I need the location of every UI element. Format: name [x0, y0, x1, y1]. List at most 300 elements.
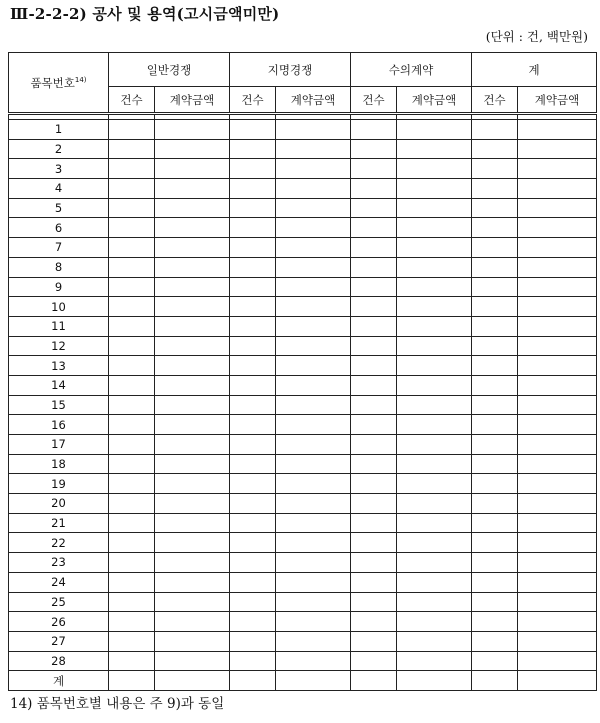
table-row	[9, 533, 597, 553]
count-cell	[230, 671, 276, 691]
count-cell	[109, 572, 155, 592]
count-cell	[472, 513, 518, 533]
table-row	[9, 316, 597, 336]
count-cell	[472, 454, 518, 474]
count-cell	[109, 297, 155, 317]
count-cell	[351, 257, 397, 277]
count-cell	[472, 671, 518, 691]
amount-cell	[397, 198, 472, 218]
table-row	[9, 592, 597, 612]
count-cell	[351, 435, 397, 455]
amount-cell	[276, 198, 351, 218]
amount-cell	[518, 257, 597, 277]
count-cell	[109, 494, 155, 514]
table-row	[9, 238, 597, 258]
count-cell	[109, 671, 155, 691]
table-row	[9, 612, 597, 632]
amount-cell	[397, 533, 472, 553]
amount-cell	[155, 179, 230, 199]
item-number-cell: 15	[9, 395, 109, 415]
count-cell	[472, 159, 518, 179]
count-cell	[472, 257, 518, 277]
count-cell	[109, 218, 155, 238]
count-cell	[472, 395, 518, 415]
table-row	[9, 198, 597, 218]
table-row	[9, 671, 597, 691]
group-header: 일반경쟁	[109, 53, 230, 87]
count-cell	[230, 218, 276, 238]
amount-cell	[518, 316, 597, 336]
count-cell	[472, 139, 518, 159]
count-cell	[351, 375, 397, 395]
count-cell	[472, 316, 518, 336]
count-cell	[230, 277, 276, 297]
amount-cell	[155, 572, 230, 592]
amount-cell	[397, 297, 472, 317]
table-row	[9, 257, 597, 277]
amount-cell	[155, 336, 230, 356]
item-number-cell: 25	[9, 592, 109, 612]
amount-cell	[397, 572, 472, 592]
amount-cell	[397, 120, 472, 140]
table-row	[9, 159, 597, 179]
amount-cell	[518, 494, 597, 514]
count-cell	[230, 336, 276, 356]
count-cell	[109, 336, 155, 356]
amount-cell	[276, 454, 351, 474]
item-number-header	[9, 53, 109, 114]
amount-cell	[397, 454, 472, 474]
table-body	[9, 120, 597, 691]
item-number-cell: 19	[9, 474, 109, 494]
footnote-ref: 14)	[74, 75, 87, 84]
count-cell	[472, 415, 518, 435]
count-cell	[230, 139, 276, 159]
amount-cell	[155, 356, 230, 376]
amount-cell	[397, 218, 472, 238]
count-cell	[109, 553, 155, 573]
table-row	[9, 120, 597, 140]
item-number-cell: 21	[9, 513, 109, 533]
amount-cell	[276, 395, 351, 415]
count-header: 건수	[109, 87, 155, 114]
count-cell	[230, 159, 276, 179]
amount-cell	[276, 631, 351, 651]
amount-cell	[155, 474, 230, 494]
count-cell	[351, 553, 397, 573]
table-row	[9, 513, 597, 533]
amount-cell	[397, 336, 472, 356]
count-cell	[472, 533, 518, 553]
count-cell	[109, 179, 155, 199]
amount-cell	[155, 513, 230, 533]
count-cell	[230, 297, 276, 317]
amount-cell	[397, 356, 472, 376]
count-cell	[472, 553, 518, 573]
amount-cell	[518, 474, 597, 494]
table-row	[9, 651, 597, 671]
count-cell	[109, 395, 155, 415]
amount-cell	[155, 533, 230, 553]
amount-cell	[518, 336, 597, 356]
item-number-cell: 24	[9, 572, 109, 592]
count-cell	[230, 494, 276, 514]
count-cell	[472, 179, 518, 199]
count-cell	[472, 375, 518, 395]
item-number-cell: 13	[9, 356, 109, 376]
table-row	[9, 297, 597, 317]
item-number-cell: 28	[9, 651, 109, 671]
amount-cell	[155, 218, 230, 238]
amount-cell	[155, 631, 230, 651]
count-cell	[109, 631, 155, 651]
amount-cell	[276, 474, 351, 494]
table-row	[9, 553, 597, 573]
group-header: 지명경쟁	[230, 53, 351, 87]
table-row	[9, 179, 597, 199]
contract-table	[8, 52, 597, 691]
count-cell	[472, 238, 518, 258]
count-header: 건수	[351, 87, 397, 114]
table-row	[9, 415, 597, 435]
count-cell	[230, 513, 276, 533]
count-cell	[230, 592, 276, 612]
amount-cell	[276, 375, 351, 395]
count-cell	[351, 671, 397, 691]
count-cell	[351, 238, 397, 258]
amount-cell	[397, 277, 472, 297]
amount-cell	[276, 218, 351, 238]
item-number-cell: 16	[9, 415, 109, 435]
amount-cell	[276, 120, 351, 140]
count-cell	[109, 375, 155, 395]
item-number-cell: 14	[9, 375, 109, 395]
amount-cell	[518, 159, 597, 179]
item-number-cell: 계	[9, 671, 109, 691]
count-header: 건수	[230, 87, 276, 114]
count-cell	[351, 592, 397, 612]
count-cell	[472, 218, 518, 238]
item-number-cell: 5	[9, 198, 109, 218]
table-row	[9, 356, 597, 376]
count-cell	[109, 238, 155, 258]
table-row	[9, 474, 597, 494]
amount-cell	[518, 297, 597, 317]
amount-cell	[518, 454, 597, 474]
item-number-cell: 23	[9, 553, 109, 573]
amount-cell	[155, 198, 230, 218]
amount-cell	[518, 356, 597, 376]
count-cell	[230, 435, 276, 455]
amount-cell	[397, 415, 472, 435]
item-number-cell: 12	[9, 336, 109, 356]
section-title: Ⅲ-2-2-2) 공사 및 용역(고시금액미만)	[10, 5, 280, 23]
count-cell	[351, 356, 397, 376]
amount-cell	[397, 435, 472, 455]
amount-cell	[397, 612, 472, 632]
count-cell	[230, 316, 276, 336]
count-cell	[109, 651, 155, 671]
amount-cell	[276, 415, 351, 435]
amount-cell	[397, 513, 472, 533]
amount-cell	[518, 120, 597, 140]
count-cell	[230, 257, 276, 277]
amount-cell	[518, 238, 597, 258]
amount-cell	[276, 612, 351, 632]
amount-cell	[518, 435, 597, 455]
amount-cell	[276, 179, 351, 199]
count-cell	[351, 631, 397, 651]
amount-cell	[155, 257, 230, 277]
amount-cell	[276, 513, 351, 533]
count-cell	[109, 257, 155, 277]
count-cell	[472, 198, 518, 218]
count-cell	[351, 474, 397, 494]
amount-cell	[397, 474, 472, 494]
amount-cell	[155, 612, 230, 632]
count-cell	[351, 454, 397, 474]
count-cell	[472, 494, 518, 514]
amount-cell	[276, 139, 351, 159]
item-number-cell: 7	[9, 238, 109, 258]
item-number-cell: 1	[9, 120, 109, 140]
count-cell	[472, 435, 518, 455]
count-cell	[230, 238, 276, 258]
amount-cell	[155, 277, 230, 297]
count-cell	[230, 415, 276, 435]
count-cell	[351, 120, 397, 140]
count-cell	[230, 395, 276, 415]
amount-cell	[155, 494, 230, 514]
amount-cell	[276, 533, 351, 553]
amount-cell	[518, 533, 597, 553]
amount-cell	[155, 454, 230, 474]
item-number-cell: 9	[9, 277, 109, 297]
amount-cell	[518, 651, 597, 671]
amount-cell	[276, 435, 351, 455]
count-cell	[230, 375, 276, 395]
count-cell	[230, 454, 276, 474]
count-cell	[109, 139, 155, 159]
amount-cell	[276, 257, 351, 277]
amount-cell	[397, 257, 472, 277]
amount-cell	[276, 238, 351, 258]
count-cell	[109, 435, 155, 455]
item-number-cell: 22	[9, 533, 109, 553]
item-number-cell: 2	[9, 139, 109, 159]
amount-cell	[155, 297, 230, 317]
count-cell	[351, 277, 397, 297]
count-cell	[472, 631, 518, 651]
amount-cell	[397, 671, 472, 691]
amount-cell	[276, 277, 351, 297]
amount-cell	[397, 159, 472, 179]
table-row	[9, 435, 597, 455]
count-cell	[351, 612, 397, 632]
count-cell	[109, 277, 155, 297]
count-cell	[351, 572, 397, 592]
count-cell	[472, 592, 518, 612]
item-number-label: 품목번호	[30, 75, 75, 90]
amount-cell	[155, 435, 230, 455]
amount-cell	[155, 592, 230, 612]
amount-cell	[276, 592, 351, 612]
amount-cell	[155, 316, 230, 336]
amount-cell	[276, 494, 351, 514]
amount-cell	[276, 651, 351, 671]
table-row	[9, 494, 597, 514]
amount-cell	[397, 238, 472, 258]
count-cell	[109, 159, 155, 179]
count-cell	[109, 316, 155, 336]
count-cell	[230, 553, 276, 573]
group-header: 수의계약	[351, 53, 472, 87]
item-number-cell: 26	[9, 612, 109, 632]
amount-cell	[155, 159, 230, 179]
amount-cell	[397, 494, 472, 514]
count-cell	[109, 533, 155, 553]
count-cell	[472, 277, 518, 297]
count-cell	[230, 179, 276, 199]
count-cell	[472, 297, 518, 317]
count-cell	[351, 513, 397, 533]
amount-cell	[155, 415, 230, 435]
count-cell	[472, 651, 518, 671]
count-cell	[109, 474, 155, 494]
count-cell	[472, 356, 518, 376]
count-cell	[109, 356, 155, 376]
table-row	[9, 395, 597, 415]
amount-cell	[397, 179, 472, 199]
amount-cell	[397, 651, 472, 671]
item-number-cell: 17	[9, 435, 109, 455]
table-row	[9, 277, 597, 297]
count-cell	[230, 612, 276, 632]
group-header: 계	[472, 53, 597, 87]
amount-cell	[518, 179, 597, 199]
count-cell	[109, 120, 155, 140]
amount-cell	[397, 395, 472, 415]
amount-cell	[155, 553, 230, 573]
amount-cell	[397, 553, 472, 573]
count-cell	[109, 454, 155, 474]
amount-cell	[518, 631, 597, 651]
table-row	[9, 336, 597, 356]
amount-cell	[518, 671, 597, 691]
count-cell	[230, 356, 276, 376]
count-cell	[351, 139, 397, 159]
count-cell	[230, 533, 276, 553]
count-cell	[109, 513, 155, 533]
amount-cell	[518, 612, 597, 632]
count-cell	[351, 316, 397, 336]
count-cell	[351, 336, 397, 356]
count-cell	[472, 572, 518, 592]
item-number-cell: 3	[9, 159, 109, 179]
amount-cell	[397, 592, 472, 612]
amount-cell	[276, 356, 351, 376]
amount-cell	[276, 336, 351, 356]
count-cell	[472, 336, 518, 356]
item-number-cell: 10	[9, 297, 109, 317]
amount-cell	[276, 572, 351, 592]
amount-cell	[518, 553, 597, 573]
amount-header: 계약금액	[518, 87, 597, 114]
count-cell	[351, 297, 397, 317]
amount-cell	[518, 592, 597, 612]
amount-cell	[276, 159, 351, 179]
count-cell	[351, 198, 397, 218]
count-cell	[109, 612, 155, 632]
count-cell	[351, 494, 397, 514]
amount-cell	[518, 139, 597, 159]
count-cell	[230, 474, 276, 494]
amount-cell	[518, 277, 597, 297]
count-cell	[230, 198, 276, 218]
item-number-cell: 6	[9, 218, 109, 238]
count-cell	[351, 415, 397, 435]
amount-cell	[155, 671, 230, 691]
table-row	[9, 218, 597, 238]
amount-cell	[155, 120, 230, 140]
count-cell	[351, 651, 397, 671]
amount-cell	[397, 631, 472, 651]
amount-cell	[518, 395, 597, 415]
amount-header: 계약금액	[155, 87, 230, 114]
amount-cell	[155, 395, 230, 415]
count-cell	[472, 120, 518, 140]
amount-cell	[276, 297, 351, 317]
count-cell	[109, 592, 155, 612]
unit-note: (단위 : 건, 백만원)	[485, 29, 588, 44]
amount-cell	[518, 375, 597, 395]
table-row	[9, 572, 597, 592]
count-cell	[109, 415, 155, 435]
amount-cell	[518, 513, 597, 533]
amount-cell	[518, 415, 597, 435]
footnote: 14) 품목번호별 내용은 주 9)과 동일	[10, 696, 225, 712]
amount-cell	[155, 375, 230, 395]
count-cell	[351, 533, 397, 553]
amount-cell	[276, 316, 351, 336]
table-row	[9, 139, 597, 159]
table-row	[9, 454, 597, 474]
count-cell	[472, 612, 518, 632]
amount-cell	[397, 139, 472, 159]
table-row	[9, 375, 597, 395]
count-header: 건수	[472, 87, 518, 114]
amount-cell	[155, 238, 230, 258]
count-cell	[109, 198, 155, 218]
amount-cell	[276, 553, 351, 573]
count-cell	[230, 651, 276, 671]
amount-cell	[276, 671, 351, 691]
count-cell	[351, 218, 397, 238]
amount-cell	[397, 375, 472, 395]
table-row	[9, 631, 597, 651]
amount-header: 계약금액	[397, 87, 472, 114]
amount-cell	[397, 316, 472, 336]
amount-cell	[155, 139, 230, 159]
item-number-cell: 11	[9, 316, 109, 336]
count-cell	[230, 572, 276, 592]
count-cell	[472, 474, 518, 494]
amount-cell	[518, 198, 597, 218]
count-cell	[351, 159, 397, 179]
count-cell	[230, 120, 276, 140]
count-cell	[230, 631, 276, 651]
amount-cell	[155, 651, 230, 671]
